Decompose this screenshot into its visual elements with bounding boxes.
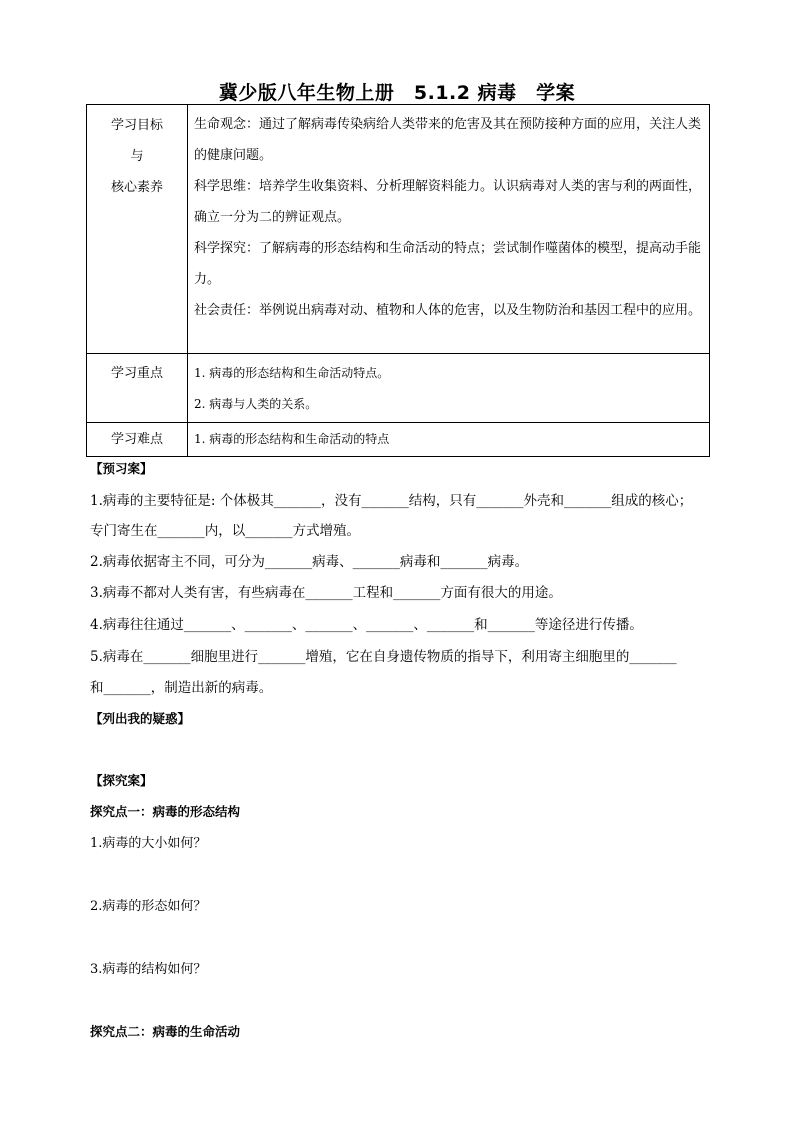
goal-item: 社会责任：举例说出病毒对动、植物和人体的危害，以及生物防治和基因工程中的应用。 (194, 303, 702, 318)
goals-label-line3: 核心素养 (110, 180, 163, 195)
preview-question-5a: 5.病毒在_______细胞里进行_______增殖，它在自身遗传物质的指导下，利用寄主细胞里的_______ (90, 649, 677, 665)
preview-question-3: 3.病毒不都对人类有害，有些病毒在_______工程和_______方面有很大的用途。 (90, 585, 562, 601)
goal-item: 生命观念：通过了解病毒传染病给人类带来的危害及其在预防接种方面的应用，关注人类的健康问题。 (194, 117, 702, 163)
explore-question-1: 1.病毒的大小如何？ (90, 836, 207, 851)
explore-question-2: 2.病毒的形态如何？ (90, 899, 207, 914)
preview-heading: 【预习案】 (90, 461, 153, 476)
goals-label-line2: 与 (130, 149, 144, 164)
goals-content-cell (188, 105, 710, 354)
key-point-item: 2. 病毒与人类的关系。 (194, 397, 318, 411)
goal-item: 科学探究：了解病毒的形态结构和生命活动的特点；尝试制作噬菌体的模型，提高动手能力。 (194, 241, 702, 287)
preview-question-1a: 1.病毒的主要特征是: 个体极其_______，没有_______结构，只有_______外壳和_______组成的核心； (90, 493, 693, 509)
table-row (87, 354, 710, 423)
explore-heading: 【探究案】 (90, 773, 153, 788)
key-point-item: 1. 病毒的形态结构和生命活动特点。 (194, 366, 390, 380)
learning-goals-table (86, 104, 710, 457)
difficult-points-content (188, 423, 710, 457)
preview-question-2: 2.病毒依据寄主不同，可分为_______病毒、_______病毒和_______病毒。 (90, 554, 529, 570)
goals-label-line1: 学习目标 (110, 118, 163, 133)
difficult-points-label: 学习难点 (87, 423, 188, 457)
table-row (87, 105, 710, 354)
key-points-label: 学习重点 (87, 354, 188, 423)
goal-item: 科学思维：培养学生收集资料、分析理解资料能力。认识病毒对人类的害与利的两面性，确立一分为二的辨证观点。 (194, 179, 702, 225)
key-points-content (188, 354, 710, 423)
preview-question-4: 4.病毒往往通过_______、_______、_______、_______、_______和_______等途径进行传播。 (90, 617, 643, 633)
goals-label-cell (87, 105, 188, 354)
doubts-heading: 【列出我的疑惑】 (90, 711, 191, 726)
explore-point-2: 探究点二：病毒的生命活动 (90, 1024, 241, 1039)
preview-question-1b: 专门寄生在_______内，以_______方式增殖。 (90, 523, 360, 539)
difficult-point-item: 1. 病毒的形态结构和生命活动的特点 (194, 432, 390, 446)
explore-point-1: 探究点一：病毒的形态结构 (90, 804, 241, 819)
page-title: 冀少版八年生物上册 5.1.2 病毒 学案 (218, 82, 576, 104)
preview-question-5b: 和_______，制造出新的病毒。 (90, 680, 273, 696)
explore-question-3: 3.病毒的结构如何？ (90, 962, 207, 977)
table-row (87, 423, 710, 457)
